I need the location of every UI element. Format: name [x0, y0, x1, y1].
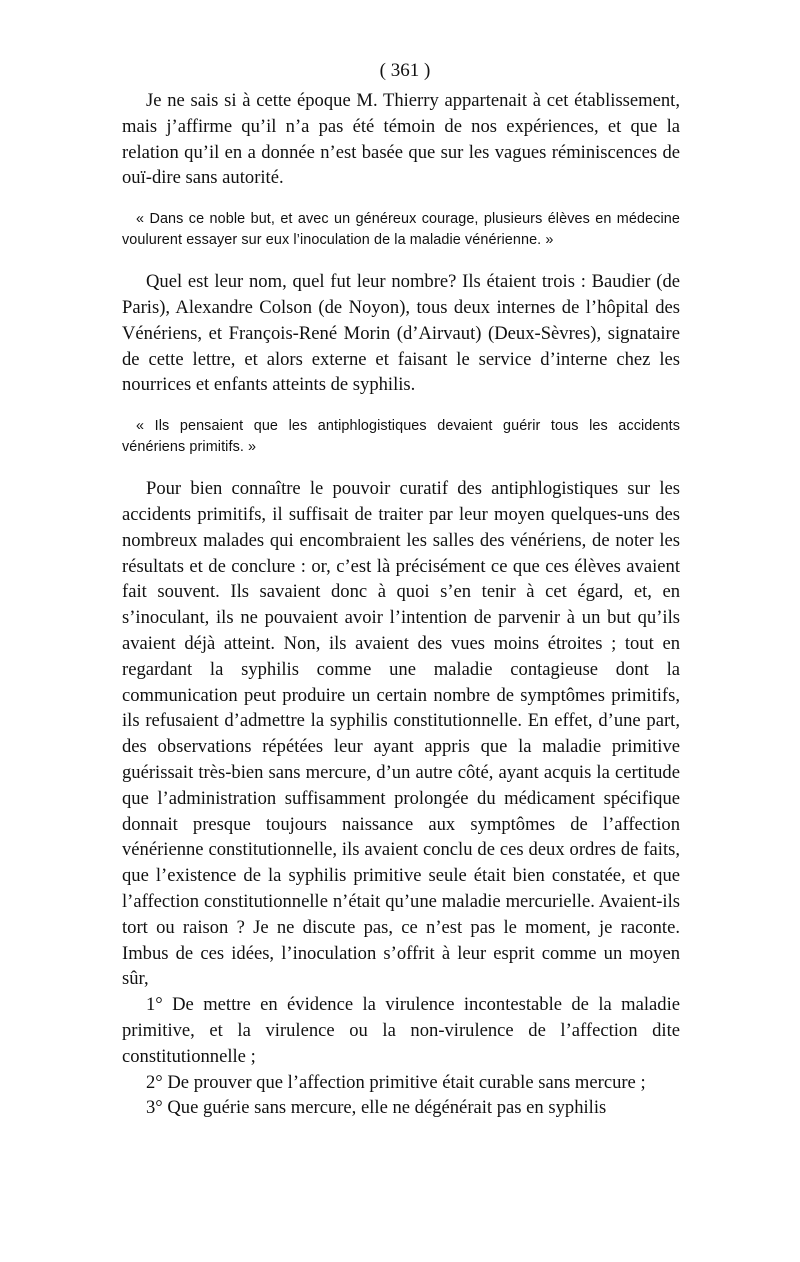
quote-antiphlogistiques: « Ils pensaient que les antiphlogistiques devaient guérir tous les accidents vénériens primitifs. »	[122, 418, 680, 456]
page-number: ( 361 )	[379, 60, 431, 81]
list-item-2: 2° De prouver que l’affection primitive était curable sans mercure ;	[146, 1071, 646, 1093]
list-item-1: 1° De mettre en évidence la virulence incontestable de la maladie primitive, et la virulence ou la non-virulence de l’affection dite constitutionnelle ;	[122, 994, 680, 1067]
book-page	[122, 58, 680, 1121]
paragraph-pouvoir-curatif: Pour bien connaître le pouvoir curatif des antiphlogistiques sur les accidents primitifs, il suffisait de traiter par leur moyen quelques-uns des nombreux malades qui encombraient les salles des vénériens, de noter les résultats et de conclure : or, c’est là précisément ce que ces élèves avaient fait souvent. Ils savaient donc à quoi s’en tenir à cet égard, et, en s’inoculant, ils ne pouvaient avoir l’intention de parvenir à un but qu’ils avaient déjà atteint. Non, ils avaient des vues moins étroites ; tout en regardant la syphilis comme une maladie contagieuse dont la communication peut produire un certain nombre de symptômes primitifs, ils refusaient d’admettre la syphilis constitutionnelle. En effet, d’une part, des observations répétées leur ayant appris que la maladie primitive guérissait très-bien sans mercure, d’un autre côté, ayant acquis la certitude que l’administration suffisamment prolongée du médicament spécifique donnait presque toujours naissance aux symptômes de l’affection vénérienne constitutionnelle, ils avaient conclu de ces deux ordres de faits, que l’existence de la syphilis primitive seule était bien constatée, et que l’affection constitutionnelle n’était qu’une maladie mercurielle. Avaient-ils tort ou raison ? Je ne discute pas, ce n’est pas le moment, je raconte. Imbus de ces idées, l’inoculation s’offrit à leur esprit comme un moyen sûr,	[122, 478, 680, 990]
list-item-3: 3° Que guérie sans mercure, elle ne dégénérait pas en syphilis	[146, 1097, 607, 1119]
paragraph-thierry: Je ne sais si à cette époque M. Thierry appartenait à cet établissement, mais j’affirme qu’il n’a pas été témoin de nos expériences, et que la relation qu’il en a donnée n’est basée que sur les vagues réminiscences de ouï-dire sans autorité.	[122, 90, 680, 189]
quote-noble-but: « Dans ce noble but, et avec un généreux courage, plusieurs élèves en médecine voulurent essayer sur eux l’inoculation de la maladie vénérienne. »	[122, 211, 680, 249]
paragraph-leur-nom: Quel est leur nom, quel fut leur nombre? Ils étaient trois : Baudier (de Paris), Alexandre Colson (de Noyon), tous deux internes de l’hôpital des Vénériens, et François-René Morin (d’Airvaut) (Deux-Sèvres), signataire de cette lettre, et alors externe et faisant le service d’interne chez les nourrices et enfants atteints de syphilis.	[122, 271, 680, 396]
